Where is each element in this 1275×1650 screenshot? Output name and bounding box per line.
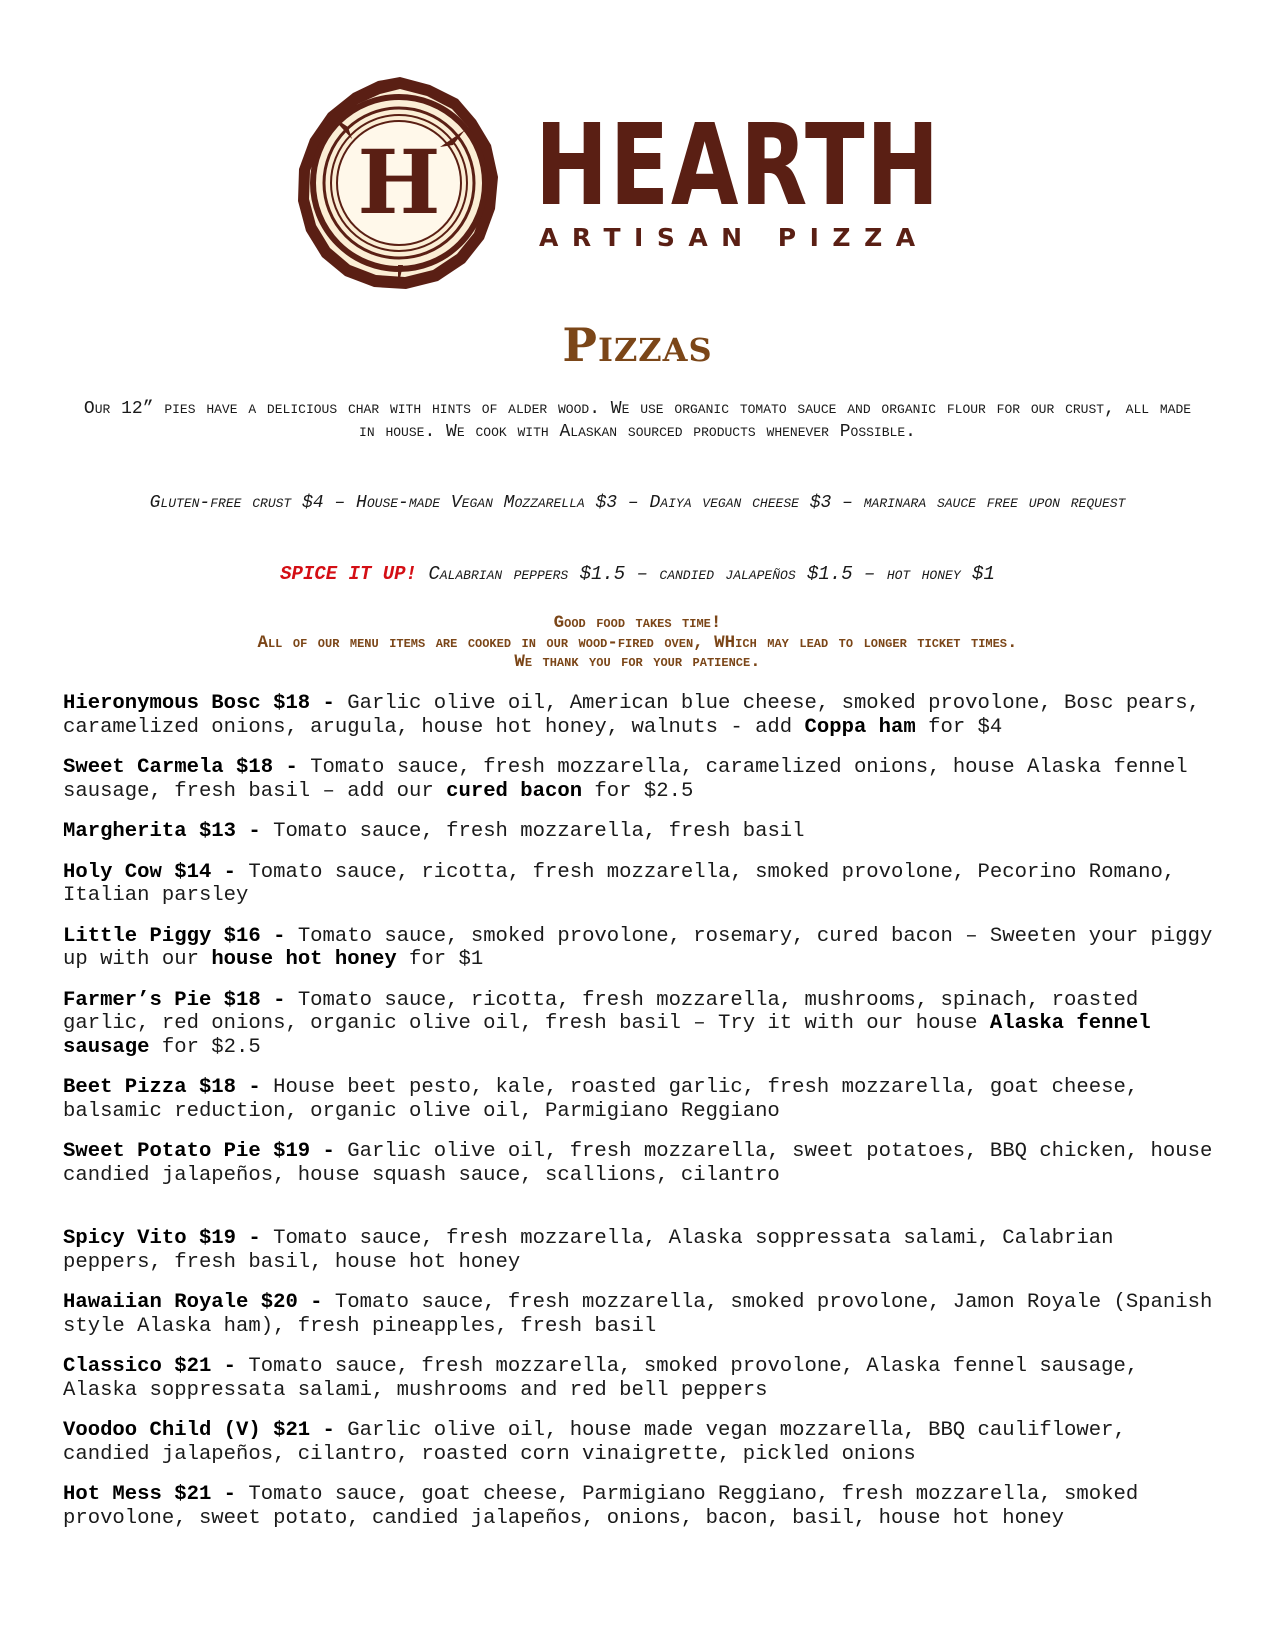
- spice-options: Calabrian peppers $1.5 – candied jalapeños $1.5 – hot honey $1: [416, 563, 995, 585]
- item-name: Hawaiian Royale: [63, 1291, 249, 1314]
- menu-item: [63, 1291, 1213, 1338]
- item-addon-lead: – Sweeten your piggy up with our: [63, 924, 1213, 971]
- item-description: Tomato sauce, fresh mozzarella, Alaska soppressata salami, Calabrian peppers, fresh basil, house hot honey: [63, 1227, 1114, 1274]
- item-heading: Holy Cow $14 -: [63, 860, 249, 884]
- item-description: House beet pesto, kale, roasted garlic, fresh mozzarella, goat cheese, balsamic reduction, organic olive oil, Parmigiano Reggiano: [63, 1076, 1139, 1123]
- svg-text:H: H: [357, 130, 441, 234]
- item-addon-lead: – add our: [322, 779, 447, 803]
- item-name: Margherita: [63, 820, 187, 843]
- item-description: Garlic olive oil, house made vegan mozzarella, BBQ cauliflower, candied jalapeños, cilantro, roasted corn vinaigrette, pickled onions: [63, 1419, 1126, 1466]
- menu-item: [63, 1483, 1213, 1530]
- notice-line: Good food takes time!: [553, 613, 722, 633]
- item-heading: Hawaiian Royale $20 -: [63, 1291, 335, 1314]
- item-description: Tomato sauce, goat cheese, Parmigiano Reggiano, fresh mozzarella, smoked provolone, sweet potato, candied jalapeños, onions, bacon, basil, house hot honey: [63, 1483, 1139, 1530]
- menu-item: [63, 1076, 1213, 1123]
- item-addon: house hot honey: [211, 948, 397, 971]
- item-description: Garlic olive oil, fresh mozzarella, sweet potatoes, BBQ chicken, house candied jalapeños, house squash sauce, scallions, cilantro: [63, 1140, 1213, 1187]
- menu-item: [63, 861, 1213, 908]
- item-heading: Classico $21 -: [63, 1355, 249, 1378]
- page-title: Pizzas: [562, 318, 713, 372]
- menu-item: [63, 1355, 1213, 1402]
- intro-text: Our 12” pies have a delicious char with hints of alder wood. We use organic tomato sauce and organic flour for our crust, all made in house. We cook with Alaskan sourced products whenever Possible.: [83, 399, 1192, 442]
- menu-item: [63, 756, 1213, 803]
- ticket-time-notice: [40, 614, 1235, 673]
- item-description: Tomato sauce, fresh mozzarella, caramelized onions, house Alaska fennel sausage, fresh basil: [63, 756, 1188, 803]
- menu-item: [63, 1227, 1213, 1274]
- menu-item: [63, 1140, 1213, 1187]
- menu-item: [63, 820, 1213, 844]
- item-name: Hieronymous Bosc: [63, 692, 261, 715]
- item-heading: Spicy Vito $19 -: [63, 1227, 274, 1250]
- item-heading: Margherita $13 -: [63, 820, 274, 843]
- item-name: Spicy Vito: [63, 1227, 187, 1250]
- item-description: Tomato sauce, fresh mozzarella, fresh basil: [273, 820, 805, 843]
- item-price: $18: [236, 756, 274, 779]
- item-name: Sweet Carmela: [63, 756, 224, 779]
- menu-item: [63, 925, 1213, 972]
- item-description: Tomato sauce, ricotta, fresh mozzarella, mushrooms, spinach, roasted garlic, red onions, organic olive oil, fresh basil: [63, 988, 1139, 1035]
- item-description: Garlic olive oil, American blue cheese, smoked provolone, Bosc pears, caramelized onions, arugula, house hot honey, walnuts: [63, 692, 1200, 739]
- item-heading: Hot Mess $21 -: [63, 1483, 249, 1506]
- spice-it-up-line: [80, 562, 1195, 586]
- item-price: $19: [273, 1140, 311, 1163]
- item-addon-price: for $4: [915, 715, 1003, 739]
- item-heading: Voodoo Child (V) $21 -: [63, 1419, 348, 1442]
- brand-subtitle: ARTISAN PIZZA: [539, 223, 929, 252]
- item-addon: Alaska fennel sausage: [63, 1012, 1151, 1059]
- item-addon: cured bacon: [446, 779, 583, 803]
- item-addon-lead: – Try it with our house: [693, 1012, 990, 1035]
- item-price: $18: [223, 988, 261, 1012]
- menu-item: [63, 989, 1213, 1060]
- tree-ring-logo-icon: [290, 75, 510, 295]
- item-price: $19: [198, 1227, 237, 1250]
- hearth-logo: [290, 75, 941, 295]
- item-price: $18: [198, 1076, 237, 1099]
- item-description: Tomato sauce, fresh mozzarella, smoked provolone, Alaska fennel sausage, Alaska soppressata salami, mushrooms and red bell peppers: [63, 1355, 1139, 1402]
- item-price: $14: [174, 860, 212, 884]
- crust-cheese-options: Gluten-free crust $4 – House-made Vegan Mozzarella $3 – Daiya vegan cheese $3 – marinara sauce free upon request: [149, 493, 1126, 513]
- menu-item: [63, 1419, 1213, 1466]
- item-heading: Farmer’s Pie $18 -: [63, 988, 298, 1012]
- item-name: Classico: [63, 1355, 162, 1378]
- pizza-list: [63, 692, 1213, 1530]
- item-price: $20: [260, 1291, 298, 1314]
- item-price: $21: [174, 1483, 212, 1506]
- item-price: $16: [223, 924, 261, 948]
- item-heading: Beet Pizza $18 -: [63, 1076, 274, 1099]
- item-description: Tomato sauce, fresh mozzarella, smoked provolone, Jamon Royale (Spanish style Alaska ham), fresh pineapples, fresh basil: [63, 1291, 1213, 1338]
- item-price: $21: [273, 1419, 311, 1442]
- item-name: Sweet Potato Pie: [63, 1140, 261, 1163]
- item-name: Holy Cow: [63, 860, 162, 884]
- item-price: $21: [174, 1355, 212, 1378]
- spice-heading: SPICE IT UP!: [280, 563, 417, 585]
- item-addon: Coppa ham: [804, 715, 916, 739]
- item-heading: Sweet Potato Pie $19 -: [63, 1140, 348, 1163]
- item-name: Beet Pizza: [63, 1076, 187, 1099]
- brand-name: HEARTH: [535, 101, 941, 231]
- item-name: Voodoo Child (V): [63, 1419, 261, 1442]
- item-addon-price: for $1: [396, 948, 484, 971]
- item-name: Hot Mess: [63, 1483, 162, 1506]
- item-heading: Sweet Carmela $18 -: [63, 756, 311, 779]
- notice-line: All of our menu items are cooked in our wood-fired oven, WHich may lead to longer ticket times.: [257, 632, 1018, 653]
- item-name: Farmer’s Pie: [63, 988, 212, 1012]
- menu-item: [63, 692, 1213, 739]
- item-price: $13: [198, 820, 237, 843]
- item-name: Little Piggy: [63, 924, 212, 948]
- item-price: $18: [273, 692, 311, 715]
- item-heading: Hieronymous Bosc $18 -: [63, 692, 348, 715]
- item-addon-price: for $2.5: [149, 1035, 261, 1059]
- item-description: Tomato sauce, ricotta, fresh mozzarella, smoked provolone, Pecorino Romano, Italian parsley: [63, 860, 1176, 907]
- notice-line: We thank you for your patience.: [514, 652, 761, 672]
- item-addon-price: for $2.5: [582, 779, 694, 803]
- item-addon-lead: - add: [730, 715, 805, 739]
- item-description: Tomato sauce, smoked provolone, rosemary, cured bacon: [297, 924, 966, 948]
- item-heading: Little Piggy $16 -: [63, 924, 298, 948]
